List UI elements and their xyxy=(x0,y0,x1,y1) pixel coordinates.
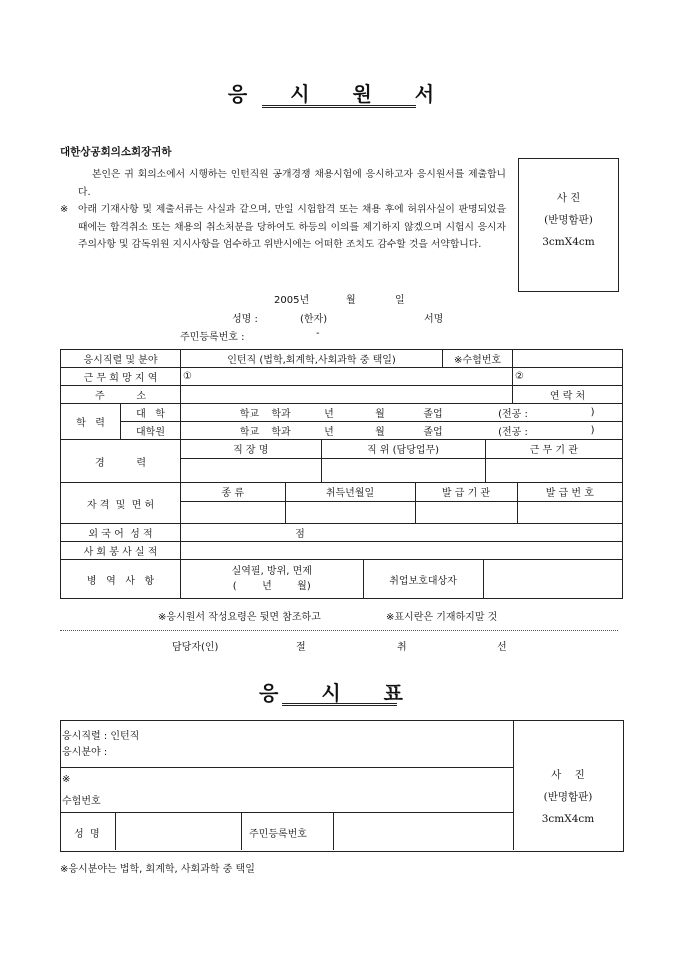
license-type-header: 종 류 xyxy=(181,483,285,501)
education-university-label: 대 학 xyxy=(121,404,181,422)
grad-grad: 졸업 xyxy=(423,427,443,438)
military-label: 병 역 사 항 xyxy=(61,560,181,599)
ticket-name-label: 성 명 xyxy=(74,829,100,840)
edu-month: 월 xyxy=(375,409,385,420)
name-label: 성명 : xyxy=(232,314,258,325)
ticket-photo-label: 사 진 xyxy=(551,769,585,781)
education-graduate-row[interactable] xyxy=(181,422,623,440)
job-value: 인턴직 (법학,회계학,사회과학 중 택일) xyxy=(181,350,443,368)
date-day: 일 xyxy=(395,295,405,306)
recipient: 대한상공회의소회장귀하 xyxy=(60,146,172,158)
application-table xyxy=(60,349,623,599)
career-position-header: 직 위 (담당업무) xyxy=(321,440,485,458)
ticket-photo-dimensions: 3cmX4cm xyxy=(541,813,595,825)
career-workplace-field[interactable] xyxy=(181,458,321,482)
grad-school: 학교 xyxy=(239,427,260,438)
education-university-row[interactable] xyxy=(181,404,623,422)
declaration-paragraph-1: 본인은 귀 회의소에서 시행하는 인턴직원 공개경쟁 채용시험에 응시하고자 응시원서를 제출합니다. xyxy=(78,169,506,198)
job-label: 응시직렬 및 분야 xyxy=(61,350,181,368)
cut-line xyxy=(60,630,618,631)
license-type-field[interactable] xyxy=(181,501,285,523)
license-number-field[interactable] xyxy=(517,501,622,523)
cut-char-2: 취 xyxy=(397,642,407,653)
region-choice-1[interactable]: ① xyxy=(181,368,513,386)
title-underline xyxy=(262,105,416,108)
region-label: 근 무 희 망 지 역 xyxy=(61,368,181,386)
grad-year: 년 xyxy=(324,427,334,438)
edu-dept: 학과 xyxy=(271,409,291,420)
military-options: 실역필, 방위, 면제 xyxy=(231,566,312,577)
edu-grad: 졸업 xyxy=(423,409,443,420)
license-number-header: 발 급 번 호 xyxy=(517,483,622,501)
photo-size-label: (반명함판) xyxy=(544,214,593,226)
language-row[interactable] xyxy=(181,524,623,542)
career-period-header: 근 무 기 관 xyxy=(485,440,622,458)
edu-school: 학교 xyxy=(239,409,260,420)
volunteer-field[interactable] xyxy=(181,542,623,560)
grad-major: (전공 : xyxy=(498,427,528,438)
blank-note: ※표시란은 기재하지말 것 xyxy=(386,612,498,623)
ticket-rrn-field[interactable] xyxy=(334,813,513,850)
signature-label: 서명 xyxy=(424,314,444,325)
photo-box xyxy=(518,158,619,292)
military-section xyxy=(181,560,623,599)
military-date: ( 년 월) xyxy=(232,581,311,592)
rrn-label: 주민등록번호 : xyxy=(180,332,245,343)
ticket-name-field[interactable] xyxy=(116,813,241,850)
date-year: 2005년 xyxy=(274,295,310,306)
license-acquired-header: 취득년월일 xyxy=(285,483,415,501)
ticket-photo-box xyxy=(514,764,622,830)
ticket-mark: ※ xyxy=(62,774,71,785)
ticket-title-underline xyxy=(282,703,397,706)
declaration-mark: ※ xyxy=(60,204,69,215)
license-label: 자 격 및 면 허 xyxy=(61,483,181,524)
protection-label: 취업보호대상자 xyxy=(363,560,483,598)
declaration-paragraph-2: 아래 기재사항 및 제출서류는 사실과 같으며, 만일 시험합격 또는 채용 후에 허위사실이 판명되었을 때에는 합격취소 또는 채용의 취소처분을 당하여도 하등의 이의를 제기하지 않겠으며 시험시 응시자 주의사항 및 감독위원 지시사항을 엄수하고 위반시에는 어떠한 조치도 감수할 것을 서약합니다. xyxy=(78,204,506,250)
instruction-note: ※응시원서 작성요령은 뒷면 참조하고 xyxy=(158,612,321,623)
rrn-dash: - xyxy=(316,328,320,339)
language-label: 외 국 어 성 적 xyxy=(61,524,181,542)
ticket-field: 응시분야 : xyxy=(62,747,108,758)
ticket-col-line-2 xyxy=(241,812,242,850)
ticket-exam-number-label: 수험번호 xyxy=(62,796,101,807)
career-period-field[interactable] xyxy=(485,458,622,482)
volunteer-label: 사 회 봉 사 실 적 xyxy=(61,542,181,560)
education-label: 학 력 xyxy=(61,404,121,440)
date-month: 월 xyxy=(346,295,356,306)
ticket-footnote: ※응시분야는 법학, 회계학, 사회과학 중 택일 xyxy=(60,864,255,875)
form-title: 응 시 원 서 xyxy=(227,82,453,106)
edu-year: 년 xyxy=(324,409,334,420)
career-position-field[interactable] xyxy=(321,458,485,482)
education-graduate-label: 대학원 xyxy=(121,422,181,440)
license-acquired-field[interactable] xyxy=(285,501,415,523)
grad-dept: 학과 xyxy=(271,427,291,438)
address-field[interactable] xyxy=(181,386,513,404)
ticket-title: 응 시 표 xyxy=(259,681,421,705)
cut-char-3: 선 xyxy=(497,642,507,653)
exam-number-label: ※수험번호 xyxy=(443,350,513,368)
career-label: 경 력 xyxy=(61,440,181,483)
ticket-row-line-1 xyxy=(60,767,513,768)
protection-field[interactable] xyxy=(483,560,622,598)
license-issuer-header: 발 급 기 관 xyxy=(415,483,517,501)
license-issuer-field[interactable] xyxy=(415,501,517,523)
ticket-photo-size: (반명함판) xyxy=(543,791,593,803)
license-section xyxy=(181,483,623,524)
contact-label: 연 락 처 xyxy=(513,386,623,404)
career-workplace-header: 직 장 명 xyxy=(181,440,321,458)
grad-major-close: ) xyxy=(590,425,595,436)
exam-number-field[interactable] xyxy=(513,350,623,368)
region-choice-2[interactable]: ② xyxy=(513,368,623,386)
ticket-rrn-label: 주민등록번호 xyxy=(249,829,307,840)
edu-major-close: ) xyxy=(590,407,595,418)
photo-dimensions: 3cmX4cm xyxy=(542,236,595,248)
ticket-job: 응시직렬 : 인턴직 xyxy=(62,731,140,742)
cut-char-1: 절 xyxy=(296,642,306,653)
edu-major: (전공 : xyxy=(498,409,528,420)
address-label: 주 소 xyxy=(61,386,181,404)
hanja-label: (한자) xyxy=(300,314,328,325)
staff-label: 담당자(인) xyxy=(172,642,219,653)
military-status[interactable] xyxy=(181,560,363,598)
career-section xyxy=(181,440,623,483)
photo-label: 사 진 xyxy=(556,192,581,204)
language-score-unit: 점 xyxy=(295,529,305,540)
grad-month: 월 xyxy=(375,427,385,438)
